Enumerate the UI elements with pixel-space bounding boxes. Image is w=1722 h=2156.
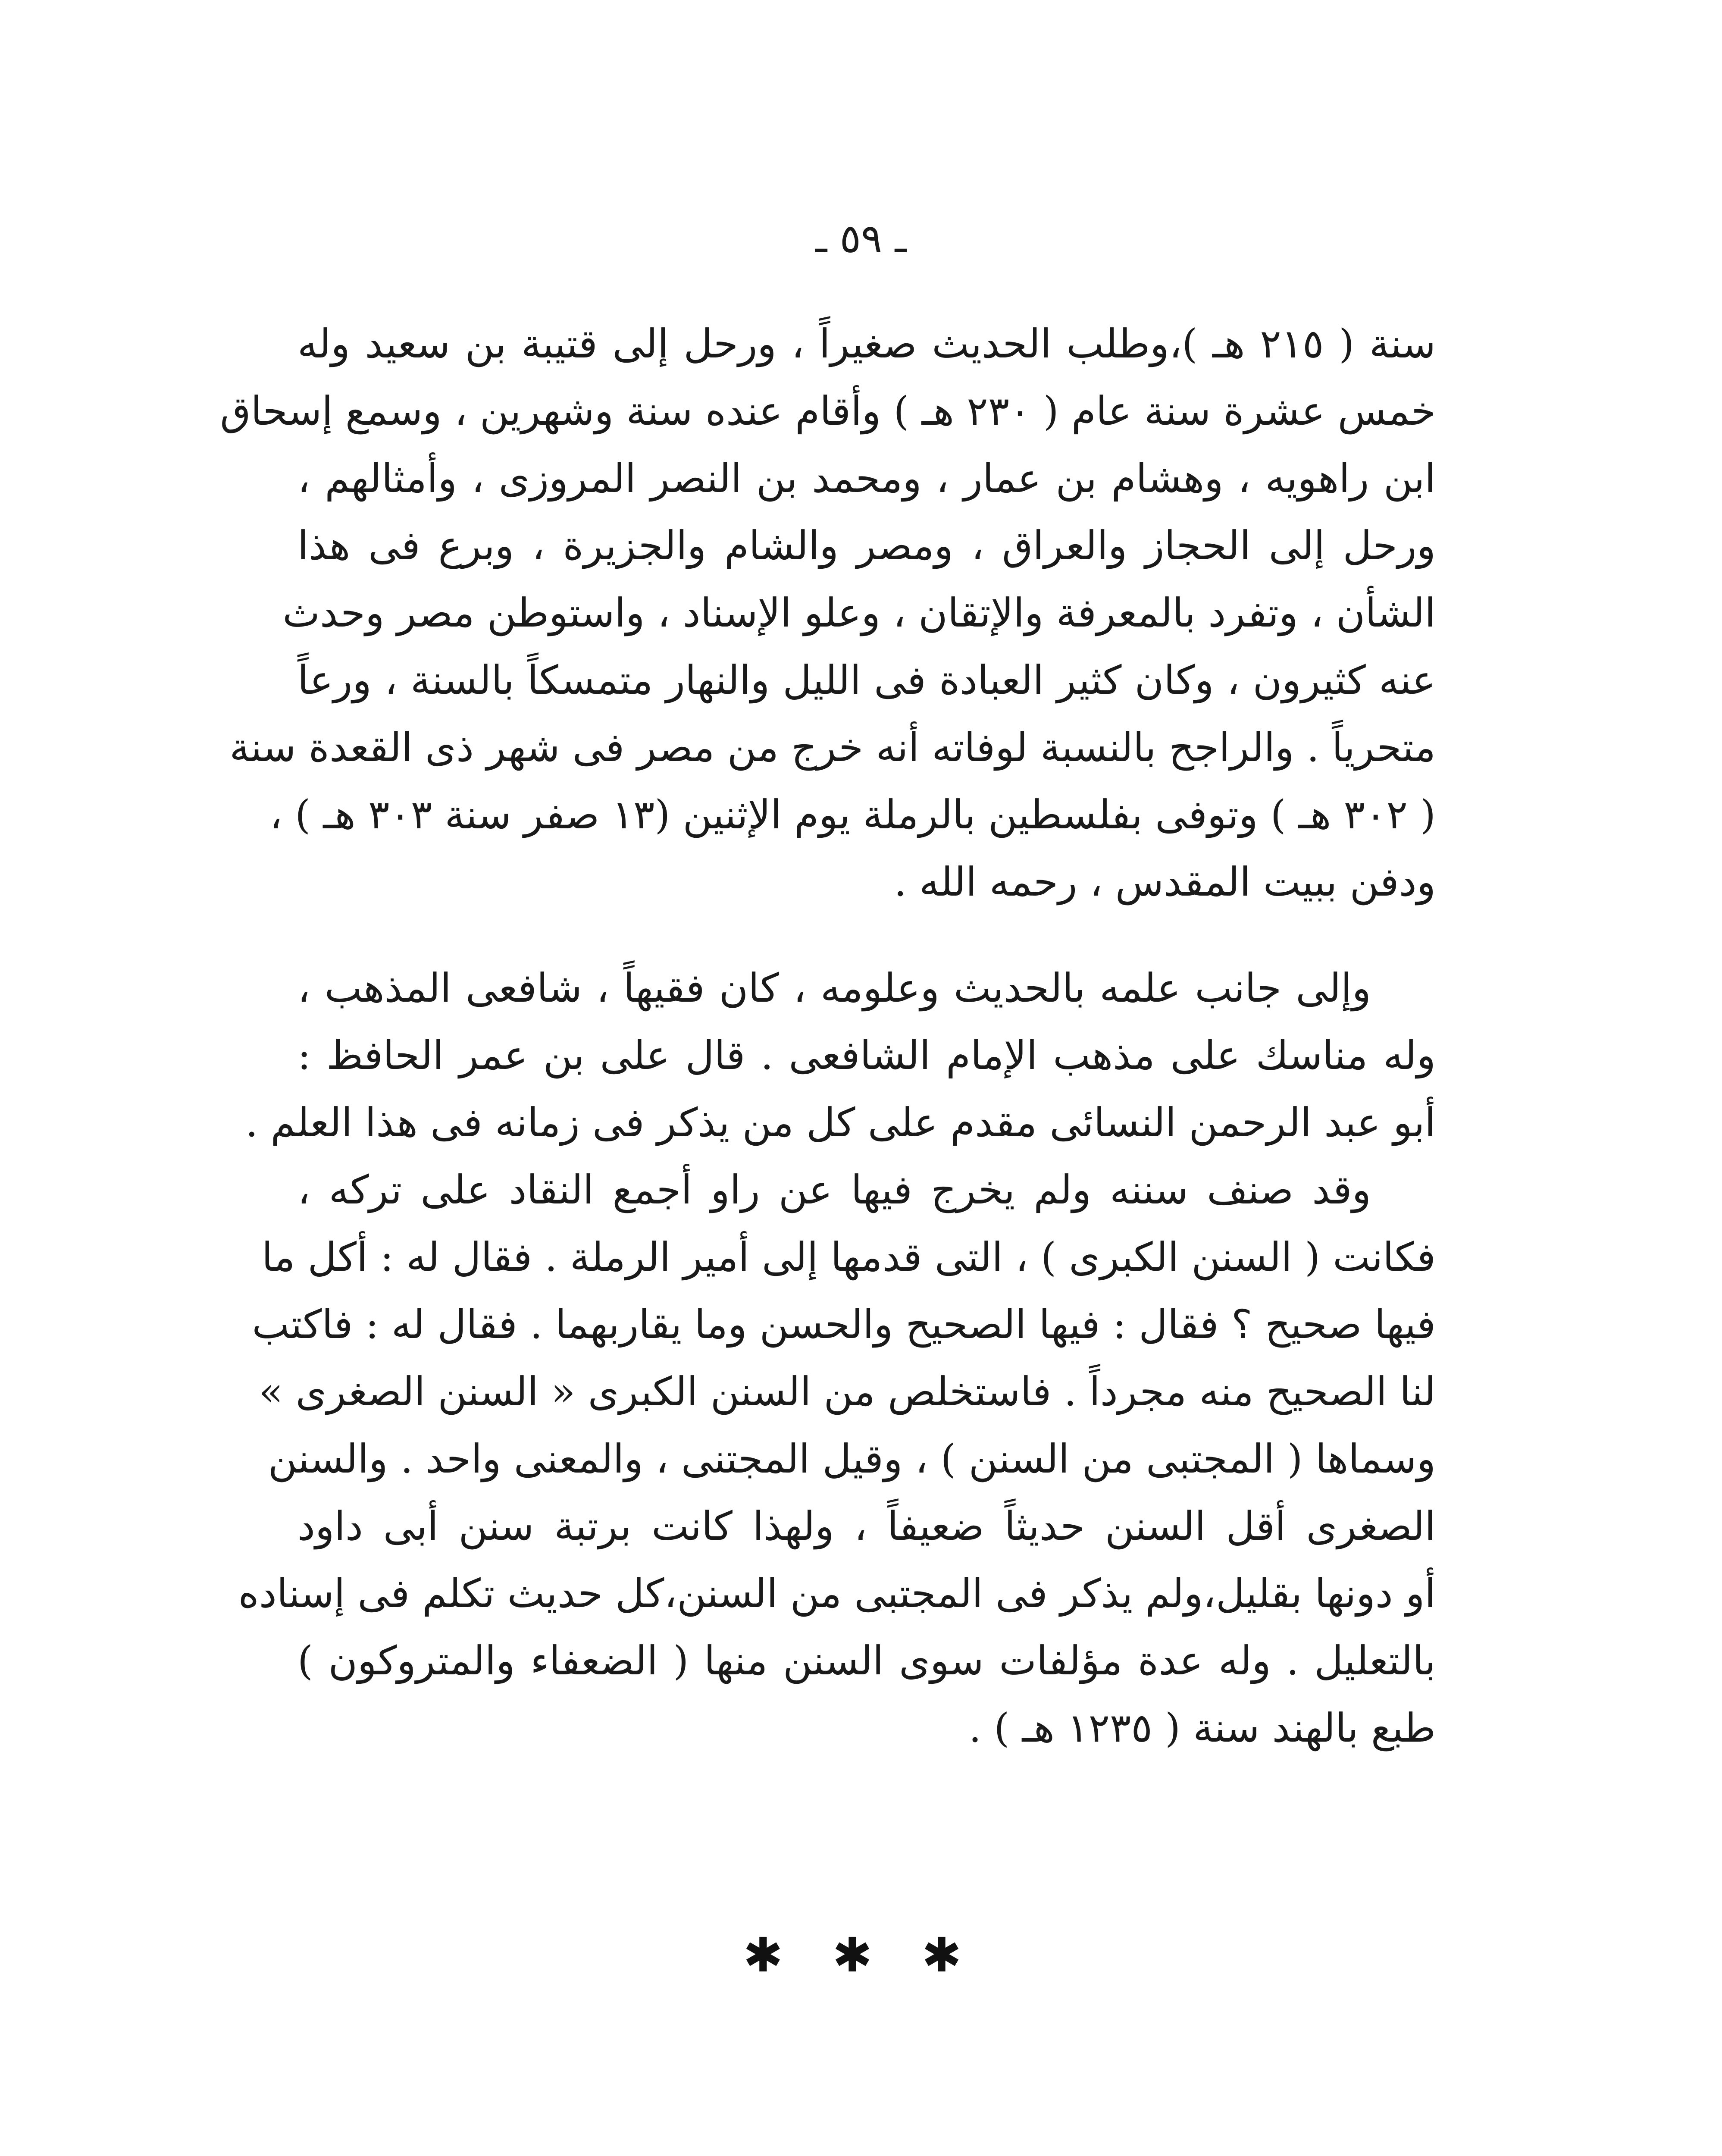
text-line: عنه كثيرون ، وكان كثير العبادة فى الليل والنهار متمسكاً بالسنة ، ورعاً (297, 657, 1436, 703)
text-line: سنة ( ٢١٥ هـ )،وطلب الحديث صغيراً ، ورحل إلى قتيبة بن سعيد وله (297, 321, 1436, 367)
text-line: متحرياً . والراجح بالنسبة لوفاته أنه خرج من مصر فى شهر ذى القعدة سنة (229, 724, 1436, 771)
text-line: لنا الصحيح منه مجرداً . فاستخلص من السنن الكبرى « السنن الصغرى » (259, 1369, 1436, 1415)
text-line: ورحل إلى الحجاز والعراق ، ومصر والشام والجزيرة ، وبرع فى هذا (297, 523, 1436, 569)
text-line: الصغرى أقل السنن حديثاً ضعيفاً ، ولهذا كانت برتبة سنن أبى داود (297, 1503, 1436, 1549)
text-line: بالتعليل . وله عدة مؤلفات سوى السنن منها ( الضعفاء والمتروكون ) (297, 1638, 1436, 1684)
text-line: خمس عشرة سنة عام ( ٢٣٠ هـ ) وأقام عنده سنة وشهرين ، وسمع إسحاق (220, 388, 1436, 434)
ornament-asterisks: ✱ ✱ ✱ (743, 1927, 979, 1983)
body-text (220, 310, 1436, 1762)
text-line: وسماها ( المجتبى من السنن ) ، وقيل المجتنى ، والمعنى واحد . والسنن (268, 1436, 1436, 1482)
text-line: وله مناسك على مذهب الإمام الشافعى . قال على بن عمر الحافظ : (297, 1032, 1436, 1078)
text-line: أبو عبد الرحمن النسائى مقدم على كل من يذكر فى زمانه فى هذا العلم . (245, 1100, 1436, 1146)
text-line: وقد صنف سننه ولم يخرج فيها عن راو أجمع النقاد على تركه ، (297, 1167, 1371, 1213)
text-line: فكانت ( السنن الكبرى ) ، التى قدمها إلى أمير الرملة . فقال له : أكل ما (262, 1234, 1436, 1280)
text-line: أو دونها بقليل،ولم يذكر فى المجتبى من السنن،كل حديث تكلم فى إسناده (238, 1570, 1436, 1617)
text-line: ابن راهويه ، وهشام بن عمار ، ومحمد بن النصر المروزى ، وأمثالهم ، (297, 455, 1436, 501)
text-line: وإلى جانب علمه بالحديث وعلومه ، كان فقيهاً ، شافعى المذهب ، (297, 965, 1371, 1011)
page-number: ـ ٥٩ ـ (815, 216, 907, 262)
text-line: فيها صحيح ؟ فقال : فيها الصحيح والحسن وما يقاربهما . فقال له : فاكتب (252, 1301, 1436, 1348)
text-line: ودفن ببيت المقدس ، رحمه الله . (894, 859, 1436, 905)
paragraph (238, 1156, 1436, 1762)
paragraph (245, 955, 1436, 1156)
text-line: الشأن ، وتفرد بالمعرفة والإتقان ، وعلو الإسناد ، واستوطن مصر وحدث (282, 590, 1436, 636)
paragraph-gap (297, 916, 1436, 955)
text-line: طبع بالهند سنة ( ١٢٣٥ هـ ) . (968, 1705, 1436, 1751)
paragraph (220, 310, 1436, 916)
text-line: ( ٣٠٢ هـ ) وتوفى بفلسطين بالرملة يوم الإثنين (١٣ صفر سنة ٣٠٣ هـ ) ، (269, 792, 1436, 838)
